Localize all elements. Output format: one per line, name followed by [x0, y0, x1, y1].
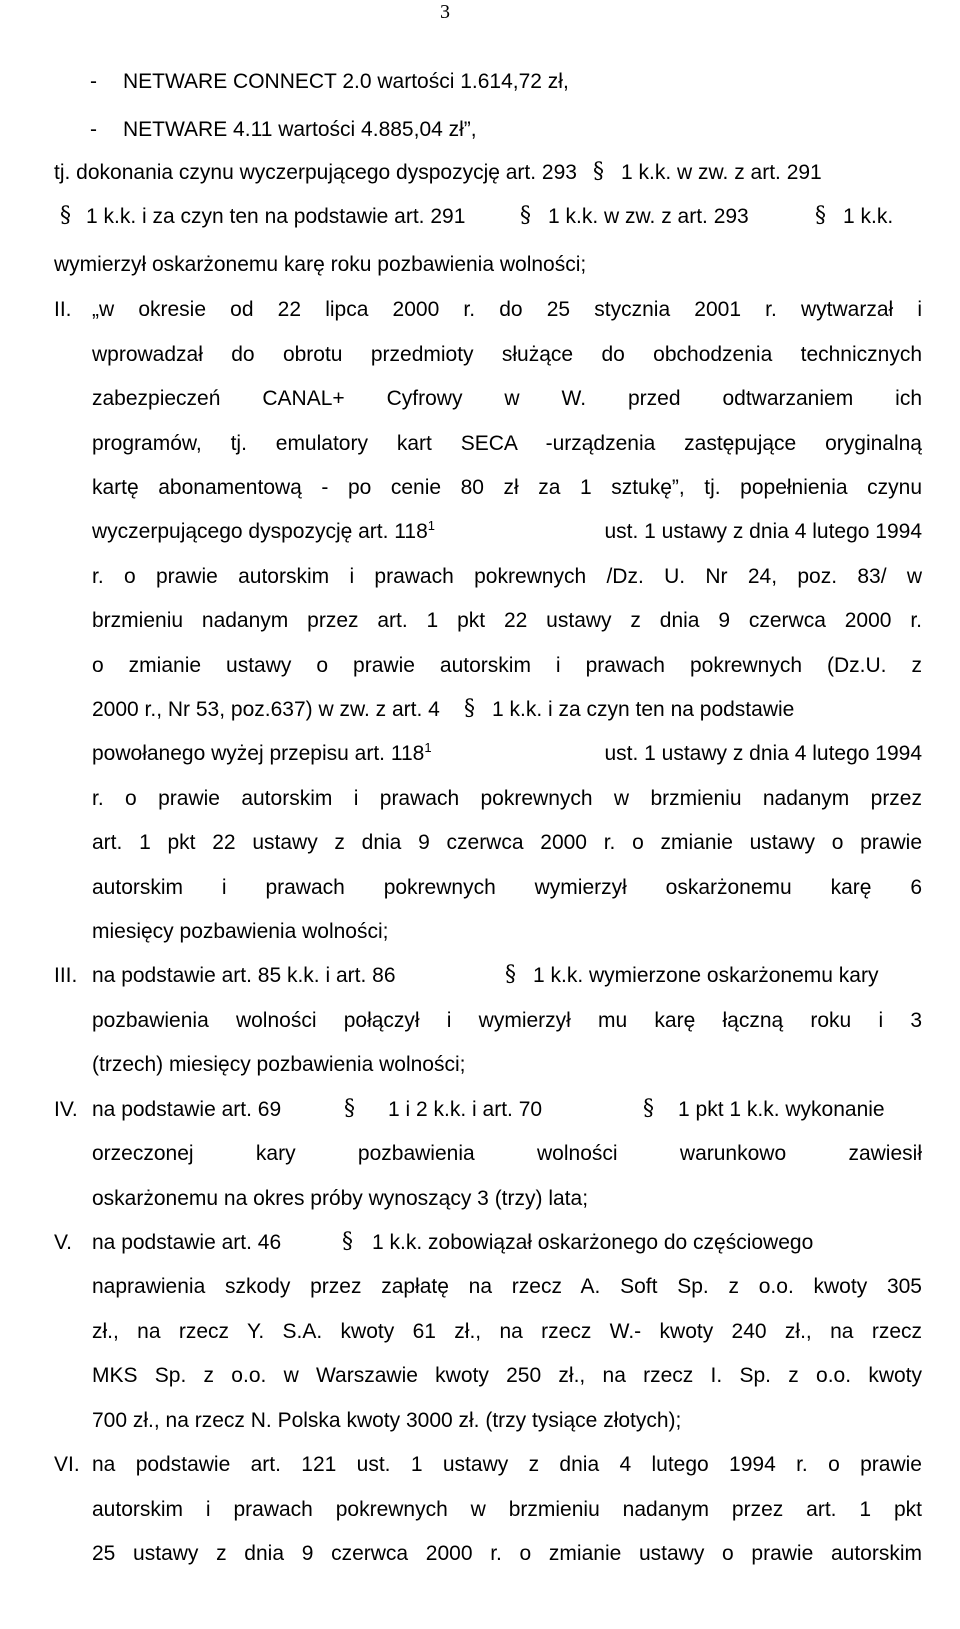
- text-line: 1 k.k. i za czyn ten na podstawie: [492, 698, 795, 721]
- page-number: 3: [440, 1, 450, 23]
- list-dash: -: [90, 70, 97, 93]
- point-label: V.: [54, 1231, 72, 1254]
- section-icon: §: [815, 203, 826, 228]
- text-line: 1 k.k. i za czyn ten na podstawie art. 291: [86, 205, 466, 228]
- point-label: II.: [54, 298, 72, 321]
- section-icon: §: [505, 962, 516, 987]
- text-line: powołanego wyżej przepisu art. $118^1$ ust. 1 ustawy z dnia 4 lutego 1994: [92, 740, 922, 765]
- text-line: art. 1 pkt 22 ustawy z dnia 9 czerwca 2000 r. o zmianie ustawy o prawie: [92, 831, 922, 854]
- text-line: oskarżonemu na okres próby wynoszący 3 (trzy) lata;: [92, 1187, 589, 1210]
- text-line: 2000 r., Nr 53, poz.637) w zw. z art. 4: [92, 698, 440, 721]
- text-line: wymierzył oskarżonemu karę roku pozbawienia wolności;: [54, 253, 587, 276]
- text-line: zł., na rzecz Y. S.A. kwoty 61 zł., na rzecz W.- kwoty 240 zł., na rzecz: [92, 1320, 922, 1343]
- text-line: kartę abonamentową - po cenie 80 zł za 1 sztukę”, tj. popełnienia czynu: [92, 476, 922, 499]
- text-line: orzeczonej kary pozbawienia wolności warunkowo zawiesił: [92, 1142, 922, 1165]
- text-line: 700 zł., na rzecz N. Polska kwoty 3000 zł. (trzy tysiące złotych);: [92, 1409, 682, 1432]
- text-line: autorskim i prawach pokrewnych wymierzył oskarżonemu karę 6: [92, 876, 922, 899]
- text-line: wprowadzał do obrotu przedmioty służące do obchodzenia technicznych: [92, 343, 922, 366]
- text-line: autorskim i prawach pokrewnych w brzmieniu nadanym przez art. 1 pkt: [92, 1498, 922, 1521]
- text-line: zabezpieczeń CANAL+ Cyfrowy w W. przed odtwarzaniem ich: [92, 387, 922, 410]
- section-icon: §: [464, 696, 475, 721]
- text-line: (trzech) miesięcy pozbawienia wolności;: [92, 1053, 466, 1076]
- section-icon: §: [593, 159, 604, 184]
- text-line: brzmieniu nadanym przez art. 1 pkt 22 ustawy z dnia 9 czerwca 2000 r.: [92, 609, 922, 632]
- section-icon: §: [520, 203, 531, 228]
- text-line: NETWARE 4.11 wartości 4.885,04 zł”,: [123, 118, 477, 141]
- section-icon: §: [643, 1096, 654, 1121]
- text-line: na podstawie art. 85 k.k. i art. 86: [92, 964, 396, 987]
- text-line: naprawienia szkody przez zapłatę na rzecz A. Soft Sp. z o.o. kwoty 305: [92, 1275, 922, 1298]
- text-line: r. o prawie autorskim i prawach pokrewnych /Dz. U. Nr 24, poz. 83/ w: [92, 565, 922, 588]
- text-line: 1 i 2 k.k. i art. 70: [388, 1098, 543, 1121]
- text-line: na podstawie art. 69: [92, 1098, 282, 1121]
- text-line: na podstawie art. 46: [92, 1231, 282, 1254]
- list-dash: -: [90, 118, 97, 141]
- text-line: 1 k.k.: [843, 205, 894, 228]
- text-line: MKS Sp. z o.o. w Warszawie kwoty 250 zł., na rzecz I. Sp. z o.o. kwoty: [92, 1364, 922, 1387]
- text-line: 1 k.k. w zw. z art. 291: [621, 161, 822, 184]
- text-line: pozbawienia wolności połączył i wymierzył mu karę łączną roku i 3: [92, 1009, 922, 1032]
- point-label: III.: [54, 964, 78, 987]
- text-line: o zmianie ustawy o prawie autorskim i prawach pokrewnych (Dz.U. z: [92, 654, 922, 677]
- point-label: VI.: [54, 1453, 80, 1476]
- text-line: 1 k.k. zobowiązał oskarżonego do częściowego: [372, 1231, 814, 1254]
- text-line: 1 k.k. w zw. z art. 293: [548, 205, 749, 228]
- section-icon: §: [60, 203, 71, 228]
- text-line: 1 k.k. wymierzone oskarżonemu kary: [533, 964, 879, 987]
- text-line: miesięcy pozbawienia wolności;: [92, 920, 389, 943]
- section-icon: §: [344, 1096, 355, 1121]
- text-line: 25 ustawy z dnia 9 czerwca 2000 r. o zmianie ustawy o prawie autorskim: [92, 1542, 922, 1565]
- text-line: NETWARE CONNECT 2.0 wartości 1.614,72 zł,: [123, 70, 569, 93]
- text-line: „w okresie od 22 lipca 2000 r. do 25 stycznia 2001 r. wytwarzał i: [92, 298, 922, 321]
- text-line: r. o prawie autorskim i prawach pokrewnych w brzmieniu nadanym przez: [92, 787, 922, 810]
- text-line: programów, tj. emulatory kart SECA -urządzenia zastępujące oryginalną: [92, 432, 922, 455]
- section-icon: §: [342, 1229, 353, 1254]
- point-label: IV.: [54, 1098, 78, 1121]
- text-line: tj. dokonania czynu wyczerpującego dyspozycję art. 293: [54, 161, 577, 184]
- text-line: wyczerpującego dyspozycję art. $118^1$ ust. 1 ustawy z dnia 4 lutego 1994: [92, 518, 922, 543]
- text-line: 1 pkt 1 k.k. wykonanie: [678, 1098, 885, 1121]
- text-line: na podstawie art. 121 ust. 1 ustawy z dnia 4 lutego 1994 r. o prawie: [92, 1453, 922, 1476]
